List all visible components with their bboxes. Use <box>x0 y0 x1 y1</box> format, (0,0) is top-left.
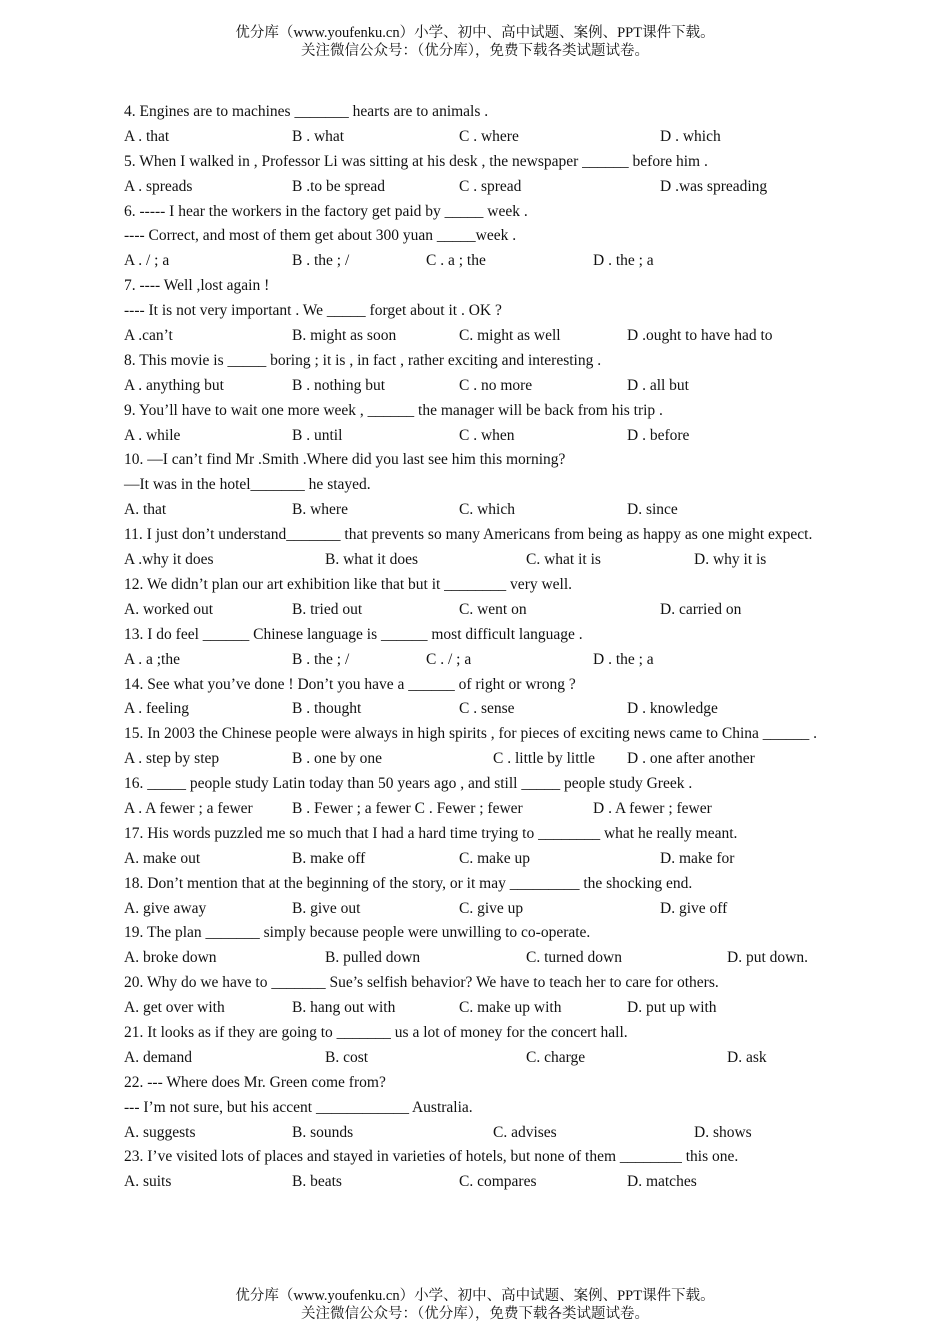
option-b: B . thought <box>292 700 362 718</box>
option-a: A. worked out <box>124 600 214 618</box>
option-b: B . what <box>292 127 345 145</box>
question-14-options <box>124 697 858 722</box>
question-21: 21. It looks as if they are going to _______ us a lot of money for the concert hall. <box>124 1023 628 1041</box>
option-a: A . A fewer ; a fewer <box>124 799 253 817</box>
question-5: 5. When I walked in , Professor Li was sitting at his desk , the newspaper ______ before him . <box>124 152 708 170</box>
question-5-options <box>124 175 858 200</box>
option-a: A . anything but <box>124 376 224 394</box>
question-6-reply: ---- Correct, and most of them get about 300 yuan _____week . <box>124 227 517 245</box>
option-b: B . until <box>292 426 343 444</box>
option-d: D . all but <box>627 376 689 394</box>
question-11-options <box>124 548 858 573</box>
question-22: 22. --- Where does Mr. Green come from? <box>124 1073 386 1091</box>
question-16: 16. _____ people study Latin today than 50 years ago , and still _____ people study Greek . <box>124 775 693 793</box>
question-10: 10. —I can’t find Mr .Smith .Where did you last see him this morning? <box>124 451 566 469</box>
option-b: B. hang out with <box>292 999 396 1017</box>
option-d: D. why it is <box>694 551 767 569</box>
option-c: C . a ; the <box>426 252 486 270</box>
option-a: A. suits <box>124 1173 172 1191</box>
option-d: D. matches <box>627 1173 697 1191</box>
option-b: B. give out <box>292 899 361 917</box>
option-c: C. make up with <box>459 999 562 1017</box>
option-c: C . spread <box>459 177 522 195</box>
option-a: A .can’t <box>124 327 173 345</box>
option-b: B . one by one <box>292 750 382 768</box>
option-b: B. cost <box>325 1048 369 1066</box>
option-d: D . the ; a <box>593 252 654 270</box>
option-b-c: B . Fewer ; a fewer C . Fewer ; fewer <box>292 799 523 817</box>
question-17: 17. His words puzzled me so much that I had a hard time trying to ________ what he really meant. <box>124 824 738 842</box>
option-b: B. where <box>292 501 348 519</box>
option-c: C . sense <box>459 700 515 718</box>
option-b: B. pulled down <box>325 949 421 967</box>
question-7-reply: ---- It is not very important . We _____ forget about it . OK ? <box>124 302 502 320</box>
option-d: D . which <box>660 127 721 145</box>
option-c: C. charge <box>526 1048 586 1066</box>
question-16-options <box>124 797 858 822</box>
option-a: A . step by step <box>124 750 220 768</box>
option-a: A .why it does <box>124 551 214 569</box>
question-4: 4. Engines are to machines _______ hearts are to animals . <box>124 103 489 120</box>
option-d: D . the ; a <box>593 650 654 668</box>
option-b: B. tried out <box>292 600 363 618</box>
question-13-options <box>124 648 858 673</box>
option-c: C . where <box>459 127 519 145</box>
option-c: C . / ; a <box>426 650 472 668</box>
question-12: 12. We didn’t plan our art exhibition like that but it ________ very well. <box>124 575 573 593</box>
option-b: B. what it does <box>325 551 418 569</box>
footer-line-2: 关注微信公众号：（优分库），免费下载各类试题试卷。 <box>301 1306 649 1322</box>
option-a: A. that <box>124 501 167 519</box>
question-20-options <box>124 996 858 1021</box>
option-d: D . A fewer ; fewer <box>593 799 712 817</box>
question-10-reply: —It was in the hotel_______ he stayed. <box>124 476 371 494</box>
option-d: D. shows <box>694 1123 752 1141</box>
option-a: A. broke down <box>124 949 217 967</box>
question-13: 13. I do feel ______ Chinese language is ______ most difficult language . <box>124 625 583 643</box>
question-14: 14. See what you’ve done ! Don’t you have a ______ of right or wrong ? <box>124 675 576 693</box>
header-line-1: 优分库（www.youfenku.cn）小学、初中、高中试题、案例、PPT课件下载。 <box>235 25 715 41</box>
option-c: C. which <box>459 501 515 519</box>
page-footer <box>0 1287 950 1323</box>
option-d: D .was spreading <box>660 177 768 195</box>
option-c: C . when <box>459 426 515 444</box>
question-21-options <box>124 1046 858 1071</box>
option-c: C. turned down <box>526 949 623 967</box>
question-17-options <box>124 847 858 872</box>
question-8-options <box>124 374 858 399</box>
question-10-options <box>124 498 858 523</box>
option-c: C. went on <box>459 600 527 618</box>
option-b: B . nothing but <box>292 376 386 394</box>
question-15-options <box>124 747 858 772</box>
page-header <box>0 24 950 60</box>
question-15: 15. In 2003 the Chinese people were always in high spirits , for pieces of exciting news came to China ______ . <box>124 725 818 743</box>
question-19-options <box>124 946 858 971</box>
question-6: 6. ----- I hear the workers in the factory get paid by _____ week . <box>124 202 528 220</box>
question-9: 9. You’ll have to wait one more week , ______ the manager will be back from his trip . <box>124 401 663 419</box>
option-a: A . feeling <box>124 700 189 718</box>
question-11: 11. I just don’t understand_______ that prevents so many Americans from being as happy as one might expect. <box>124 526 813 544</box>
option-a: A. give away <box>124 899 207 917</box>
option-a: A . while <box>124 426 181 444</box>
option-b: B . the ; / <box>292 252 350 270</box>
option-a: A . a ;the <box>124 650 180 668</box>
question-8: 8. This movie is _____ boring ; it is , in fact , rather exciting and interesting . <box>124 351 602 369</box>
question-19: 19. The plan _______ simply because people were unwilling to co-operate. <box>124 924 591 942</box>
question-23-options <box>124 1170 858 1195</box>
option-b: B. might as soon <box>292 327 397 345</box>
option-b: B. make off <box>292 849 366 867</box>
option-b: B . the ; / <box>292 650 350 668</box>
option-d: D. ask <box>727 1048 767 1066</box>
option-c: C. make up <box>459 849 531 867</box>
option-a: A. get over with <box>124 999 225 1017</box>
option-d: D . before <box>627 426 690 444</box>
option-a: A . spreads <box>124 177 193 195</box>
option-c: C. might as well <box>459 327 561 345</box>
option-b: B. sounds <box>292 1123 354 1141</box>
option-a: A . that <box>124 127 170 145</box>
option-a: A. suggests <box>124 1123 196 1141</box>
option-b: B .to be spread <box>292 177 385 195</box>
question-7-options <box>124 324 858 349</box>
option-a: A . / ; a <box>124 252 170 270</box>
question-7: 7. ---- Well ,lost again ! <box>124 277 270 295</box>
option-d: D .ought to have had to <box>627 327 773 345</box>
question-9-options <box>124 424 858 449</box>
question-list <box>124 100 858 1195</box>
question-6-options <box>124 249 858 274</box>
option-d: D . knowledge <box>627 700 718 718</box>
option-d: D. give off <box>660 899 728 917</box>
question-4-options <box>124 125 858 150</box>
option-b: B. beats <box>292 1173 342 1191</box>
footer-line-1: 优分库（www.youfenku.cn）小学、初中、高中试题、案例、PPT课件下载。 <box>235 1288 715 1304</box>
question-23: 23. I’ve visited lots of places and stayed in varieties of hotels, but none of them ________ this one. <box>124 1148 739 1166</box>
option-c: C. give up <box>459 899 524 917</box>
option-c: C. compares <box>459 1173 537 1191</box>
option-d: D. make for <box>660 849 735 867</box>
option-d: D. carried on <box>660 600 742 618</box>
option-c: C . no more <box>459 376 533 394</box>
question-18-options <box>124 897 858 922</box>
question-12-options <box>124 598 858 623</box>
question-22-reply: --- I’m not sure, but his accent ____________ Australia. <box>124 1098 473 1116</box>
option-a: A. make out <box>124 849 201 867</box>
option-d: D. since <box>627 501 678 519</box>
option-d: D. put down. <box>727 949 808 967</box>
question-18: 18. Don’t mention that at the beginning of the story, or it may _________ the shocking end. <box>124 874 693 892</box>
option-c: C . little by little <box>493 750 596 768</box>
header-line-2: 关注微信公众号：（优分库），免费下载各类试题试卷。 <box>301 43 649 59</box>
option-a: A. demand <box>124 1048 193 1066</box>
option-d: D. put up with <box>627 999 717 1017</box>
option-d: D . one after another <box>627 750 755 768</box>
option-c: C. what it is <box>526 551 601 569</box>
question-22-options <box>124 1121 858 1146</box>
option-c: C. advises <box>493 1123 557 1141</box>
question-20: 20. Why do we have to _______ Sue’s selfish behavior? We have to teach her to care for others. <box>124 974 719 992</box>
